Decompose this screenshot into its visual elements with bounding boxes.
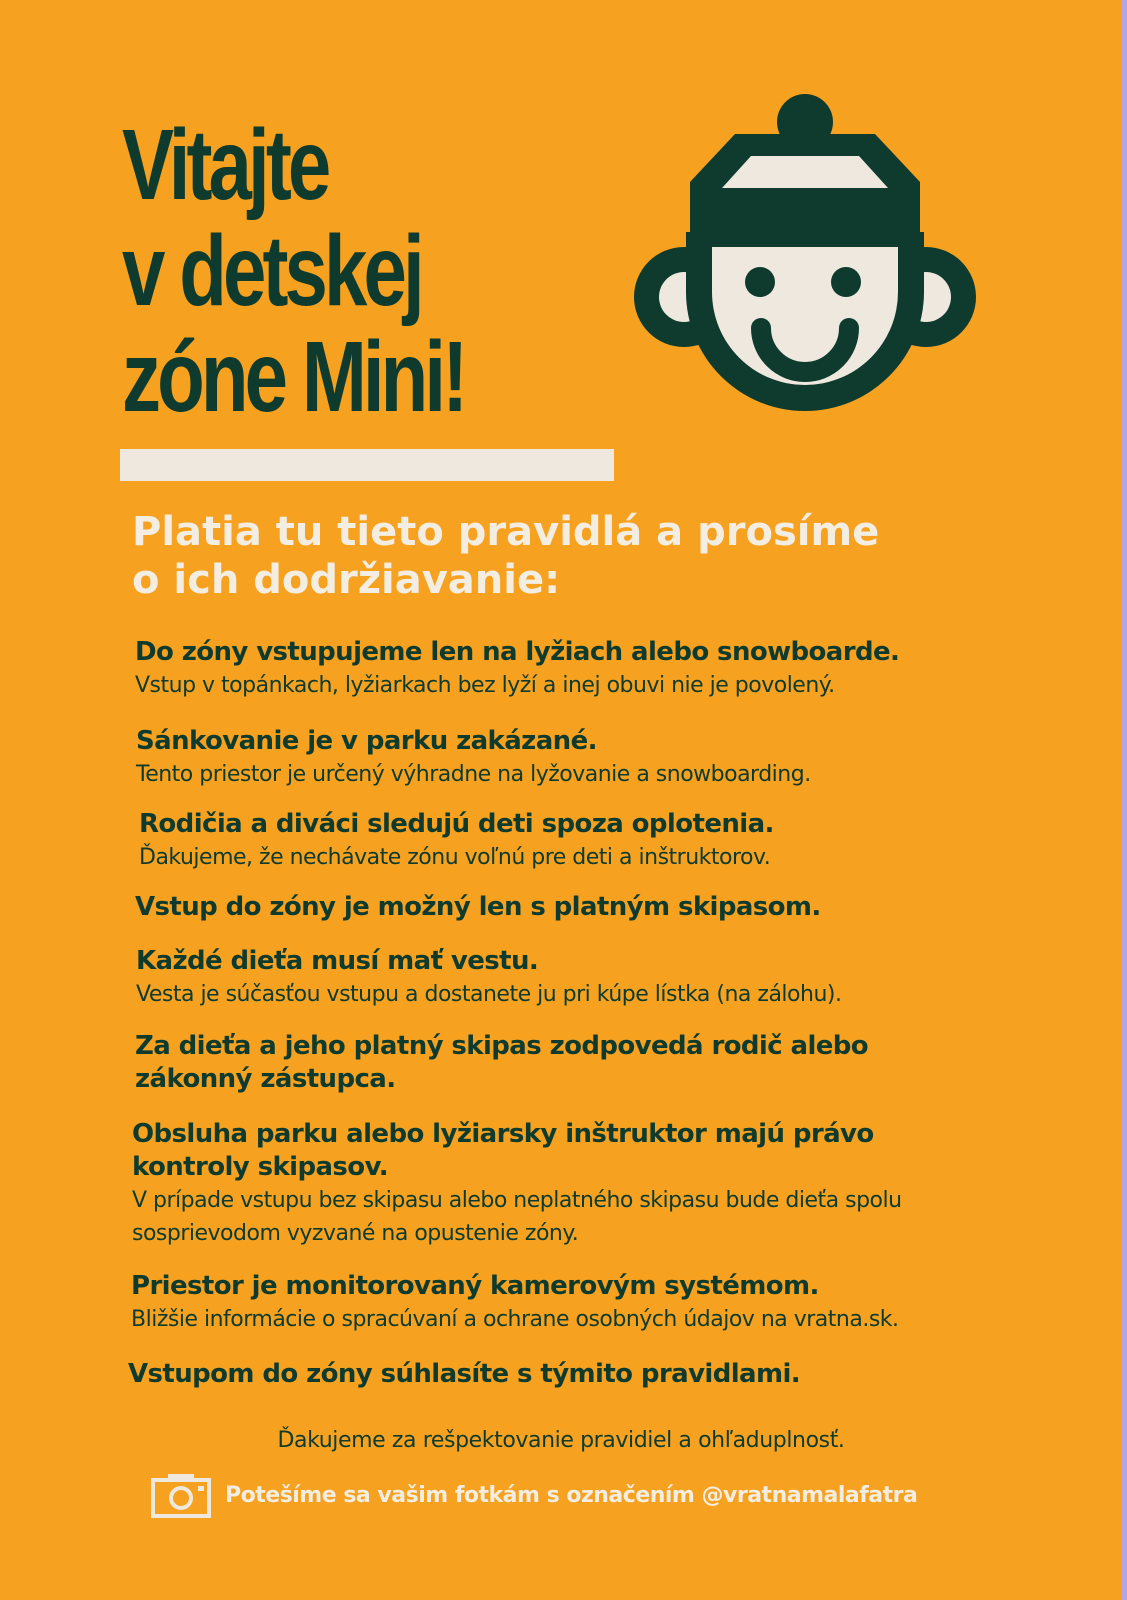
rule-description: Vesta je súčasťou vstupu a dostanete ju pri kúpe lístka (na zálohu).: [136, 982, 842, 1007]
camera-icon: [151, 1472, 211, 1518]
rule-item: [128, 1358, 1122, 1391]
rule-title: Priestor je monitorovaný kamerovým systémom.: [131, 1271, 819, 1301]
rule-item: [131, 1270, 1122, 1336]
rule-item: [135, 1030, 955, 1096]
rule-title: Rodičia a diváci sledujú deti spoza oplotenia.: [139, 809, 774, 839]
rule-item: [139, 808, 1122, 874]
page-title: [122, 109, 528, 433]
rule-title: Do zóny vstupujeme len na lyžiach alebo snowboarde.: [135, 637, 900, 667]
rules-intro: [132, 508, 1012, 604]
smiling-child-with-beanie-icon: [624, 92, 986, 442]
rule-title: Každé dieťa musí mať vestu.: [136, 946, 539, 976]
rule-item: [135, 891, 1122, 924]
rule-title: Obsluha parku alebo lyžiarsky inštruktor majú právo kontroly skipasov.: [132, 1119, 874, 1182]
title-line-3: zóne Mini!: [122, 321, 465, 433]
rule-description: Tento priestor je určený výhradne na lyžovanie a snowboarding.: [136, 762, 811, 787]
rule-title: Za dieťa a jeho platný skipas zodpovedá rodič alebo zákonný zástupca.: [135, 1031, 869, 1094]
title-line-2: v detskej: [122, 215, 421, 327]
title-underline: [120, 449, 614, 481]
thanks-note: Ďakujeme za rešpektovanie pravidiel a ohľaduplnosť.: [277, 1428, 845, 1453]
rules-intro-line-1: Platia tu tieto pravidlá a prosíme: [132, 509, 880, 555]
rule-description: Bližšie informácie o spracúvaní a ochrane osobných údajov na vratna.sk.: [131, 1307, 899, 1332]
rule-description: Ďakujeme, že nechávate zónu voľnú pre deti a inštruktorov.: [139, 845, 771, 870]
rule-item: [135, 636, 1122, 702]
rule-title: Sánkovanie je v parku zakázané.: [136, 726, 597, 756]
rule-item: [136, 945, 1122, 1011]
rule-title: Vstup do zóny je možný len s platným skipasom.: [135, 892, 821, 922]
photo-share-text: Potešíme sa vašim fotkám s označením @vratnamalafatra: [225, 1482, 918, 1508]
rule-title: Vstupom do zóny súhlasíte s týmito pravidlami.: [128, 1359, 801, 1389]
rules-intro-line-2: o ich dodržiavanie:: [132, 557, 561, 603]
rule-item: [136, 725, 1122, 791]
rule-item: [132, 1118, 972, 1250]
rule-description: Vstup v topánkach, lyžiarkach bez lyží a inej obuvi nie je povolený.: [135, 673, 835, 698]
title-line-1: Vitajte: [122, 109, 328, 221]
photo-share-note: [151, 1472, 917, 1518]
rule-description: V prípade vstupu bez skipasu alebo neplatného skipasu bude dieťa spolu sosprievodom vyzvané na opustenie zóny.: [132, 1188, 902, 1246]
